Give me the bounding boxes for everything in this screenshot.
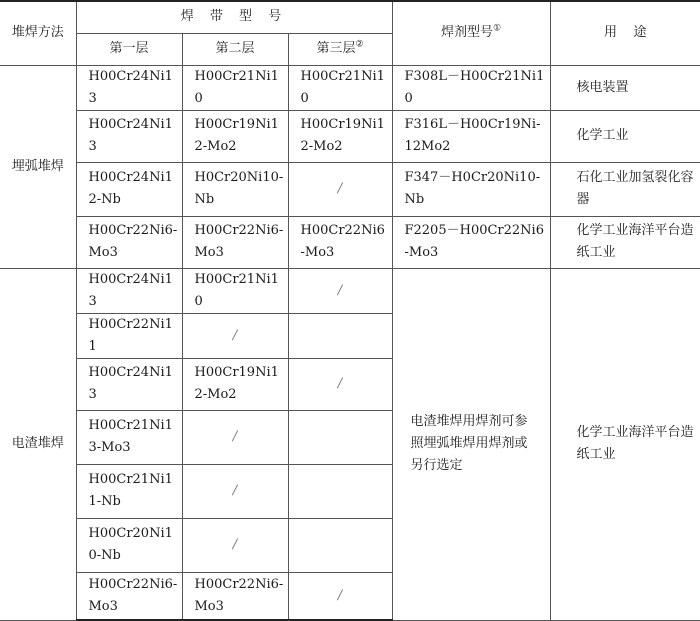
esw-layer-2: /: [182, 313, 288, 358]
saw-layer-2: H00Cr21Ni10: [182, 65, 288, 110]
header-method: 堆焊方法: [0, 1, 76, 65]
saw-layer-3: /: [288, 162, 392, 216]
saw-use: 石化工业加氢裂化容器: [550, 162, 700, 216]
saw-layer-3: H00Cr22Ni6-Mo3: [288, 216, 392, 268]
saw-use: 核电装置: [550, 65, 700, 110]
esw-layer-1: H00Cr21Ni11-Nb: [76, 464, 182, 518]
esw-layer-3: /: [288, 572, 392, 620]
esw-layer-3: [288, 313, 392, 358]
esw-layer-1: H00Cr22Ni11: [76, 313, 182, 358]
header-use: 用 途: [550, 1, 700, 65]
header-row-1: [0, 1, 700, 33]
method-esw: 电渣堆焊: [0, 268, 76, 620]
esw-layer-1: H00Cr24Ni13: [76, 358, 182, 410]
saw-row: [0, 65, 700, 110]
saw-row: [0, 110, 700, 162]
saw-layer-1: H00Cr22Ni6-Mo3: [76, 216, 182, 268]
saw-row: [0, 216, 700, 268]
esw-layer-3: [288, 518, 392, 572]
saw-use: 化学工业: [550, 110, 700, 162]
saw-layer-2: H0Cr20Ni10-Nb: [182, 162, 288, 216]
saw-layer-1: H00Cr24Ni13: [76, 110, 182, 162]
esw-layer-3: [288, 410, 392, 464]
header-layer-3: [288, 33, 392, 65]
esw-layer-3: [288, 464, 392, 518]
saw-flux: F308L－H00Cr21Ni10: [392, 65, 550, 110]
esw-layer-2: H00Cr22Ni6-Mo3: [182, 572, 288, 620]
saw-layer-3: H00Cr21Ni10: [288, 65, 392, 110]
esw-layer-3: /: [288, 268, 392, 313]
esw-layer-2: /: [182, 410, 288, 464]
footnote-1-marker: ①: [492, 23, 502, 34]
esw-layer-2: H00Cr19Ni12-Mo2: [182, 358, 288, 410]
saw-layer-1: H00Cr24Ni12-Nb: [76, 162, 182, 216]
esw-layer-2: H00Cr21Ni10: [182, 268, 288, 313]
esw-layer-2: /: [182, 464, 288, 518]
header-layer-1: 第一层: [76, 33, 182, 65]
header-flux-type: [392, 1, 550, 65]
saw-flux: F347－H0Cr20Ni10-Nb: [392, 162, 550, 216]
saw-layer-1: H00Cr24Ni13: [76, 65, 182, 110]
esw-layer-3: /: [288, 358, 392, 410]
saw-flux: F316L－H00Cr19Ni-12Mo2: [392, 110, 550, 162]
saw-use: 化学工业海洋平台造纸工业: [550, 216, 700, 268]
saw-flux: F2205－H00Cr22Ni6-Mo3: [392, 216, 550, 268]
header-flux-label: 焊剂型号: [440, 25, 493, 41]
esw-layer-1: H00Cr20Ni10-Nb: [76, 518, 182, 572]
header-layer-3-label: 第三层: [316, 41, 356, 56]
saw-layer-2: H00Cr19Ni12-Mo2: [182, 110, 288, 162]
method-saw: 埋弧堆焊: [0, 65, 76, 268]
saw-row: [0, 162, 700, 216]
esw-flux: 电渣堆焊用焊剂可参照埋弧堆焊用焊剂或另行选定: [392, 268, 550, 620]
footnote-2-marker: ②: [355, 39, 364, 50]
saw-layer-2: H00Cr22Ni6-Mo3: [182, 216, 288, 268]
header-strip-type: 焊 带 型 号: [76, 1, 392, 33]
esw-layer-2: /: [182, 518, 288, 572]
esw-layer-1: H00Cr24Ni13: [76, 268, 182, 313]
esw-use: 化学工业海洋平台造纸工业: [550, 268, 700, 620]
saw-layer-3: H00Cr19Ni12-Mo2: [288, 110, 392, 162]
header-layer-2: 第二层: [182, 33, 288, 65]
esw-row: [0, 268, 700, 313]
esw-layer-1: H00Cr22Ni6-Mo3: [76, 572, 182, 620]
esw-layer-1: H00Cr21Ni13-Mo3: [76, 410, 182, 464]
